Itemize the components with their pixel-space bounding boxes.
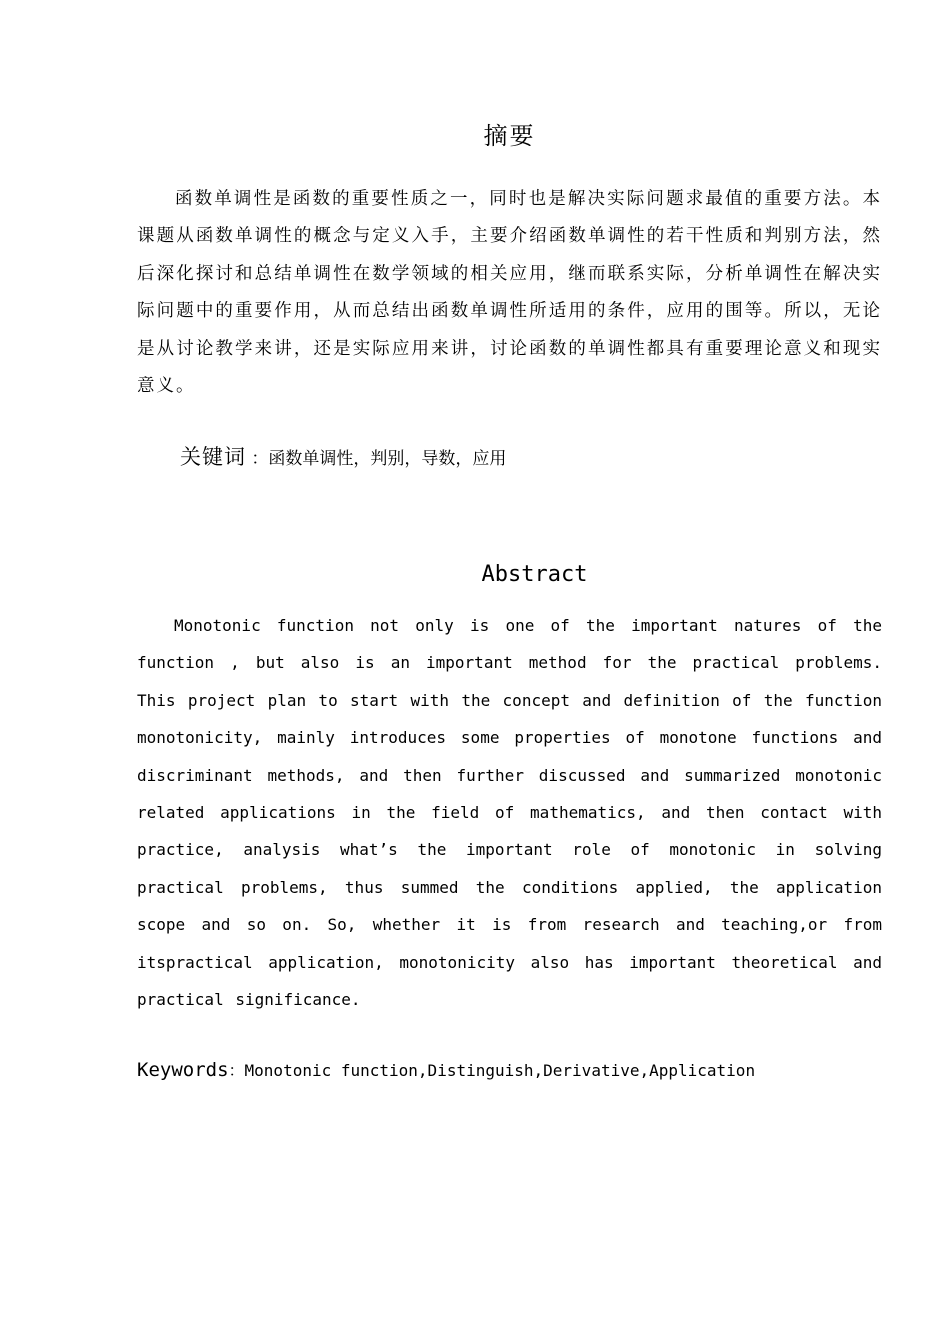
chinese-abstract-title: 摘要 bbox=[483, 122, 536, 150]
english-abstract-title: Abstract bbox=[481, 562, 588, 587]
chinese-keywords-list: 函数单调性，判别，导数，应用 bbox=[268, 449, 507, 469]
chinese-keywords-separator: ： bbox=[246, 449, 269, 469]
english-keywords-label: Keywords bbox=[137, 1059, 229, 1081]
chinese-abstract-body: 函数单调性是函数的重要性质之一，同时也是解决实际问题求最值的重要方法。本课题从函数单调性的概念与定义入手，主要介绍函数单调性的若干性质和判别方法，然后深化探讨和总结单调性在数学领域的相关应用，继而联系实际，分析单调性在解决实际问题中的重要作用，从而总结出函数单调性所适用的条件，应用的围等。所以，无论是从讨论教学来讲，还是实际应用来讲，讨论函数的单调性都具有重要理论意义和现实意义。 bbox=[137, 189, 882, 397]
chinese-keywords-label: 关键词 bbox=[180, 445, 246, 469]
chinese-keywords-line bbox=[180, 441, 880, 475]
document-page bbox=[137, 0, 882, 1344]
english-keywords-line bbox=[137, 1054, 882, 1087]
english-keywords-separator: ： bbox=[228, 1061, 245, 1080]
english-abstract-body: Monotonic function not only is one of the important natures of the function , but also is an important method for the practical problems. This project plan to start with the concept and definition of the function monotonicity, mainly introduces some properties of monotone functions and discriminant methods, and then further discussed and summarized monotonic related applications in the field of mathematics, and then contact with practice, analysis what’s the important role of monotonic in solving practical problems, thus summed the conditions applied, the application scope and so on. So, whether it is from research and teaching,or from itspractical application, monotonicity also has important theoretical and practical significance. bbox=[137, 616, 882, 1010]
english-keywords-list: Monotonic function,Distinguish,Derivative,Application bbox=[244, 1061, 756, 1080]
